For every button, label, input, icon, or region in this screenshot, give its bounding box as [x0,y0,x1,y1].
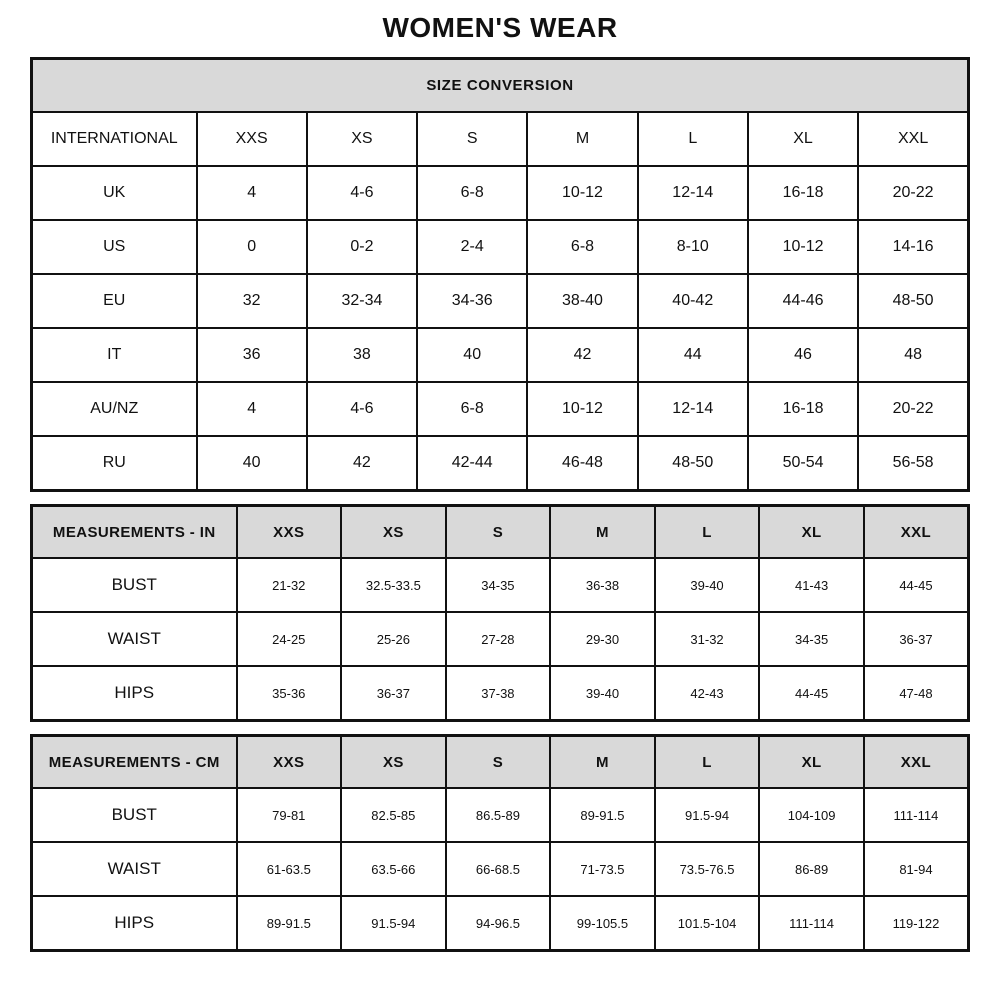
cell-au-nz-4: 12-14 [638,382,748,436]
cell-hips-5: 44-45 [759,666,864,721]
size-conversion-table [30,57,970,492]
measurements_cm-row-waist [32,842,969,896]
row-label-waist: WAIST [32,612,237,666]
measurements_in-row-bust [32,558,969,612]
cell-ru-3: 46-48 [527,436,637,491]
cell-it-0: 36 [197,328,307,382]
cell-waist-5: 86-89 [759,842,864,896]
cell-bust-2: 34-35 [446,558,551,612]
size_conversion-row-international [32,112,969,166]
cell-international-2: S [417,112,527,166]
cell-au-nz-6: 20-22 [858,382,968,436]
cell-it-1: 38 [307,328,417,382]
column-header-xxs: XXS [237,506,342,559]
cell-international-3: M [527,112,637,166]
cell-international-0: XXS [197,112,307,166]
cell-uk-6: 20-22 [858,166,968,220]
column-header-xxl: XXL [864,506,969,559]
cell-waist-1: 25-26 [341,612,446,666]
cell-waist-6: 36-37 [864,612,969,666]
cell-waist-5: 34-35 [759,612,864,666]
cell-us-6: 14-16 [858,220,968,274]
cell-hips-0: 89-91.5 [237,896,342,951]
measurements-in-table [30,504,970,722]
measurements_cm-row-hips [32,896,969,951]
row-label-hips: HIPS [32,666,237,721]
size_conversion-banner-row [32,59,969,113]
cell-ru-6: 56-58 [858,436,968,491]
cell-ru-0: 40 [197,436,307,491]
cell-hips-3: 99-105.5 [550,896,655,951]
size_conversion-row-uk [32,166,969,220]
cell-waist-4: 31-32 [655,612,760,666]
cell-waist-1: 63.5-66 [341,842,446,896]
cell-au-nz-5: 16-18 [748,382,858,436]
cell-waist-6: 81-94 [864,842,969,896]
measurements_cm-header-row [32,736,969,789]
cell-uk-0: 4 [197,166,307,220]
cell-waist-2: 27-28 [446,612,551,666]
measurements_in-header-row [32,506,969,559]
size_conversion-row-ru [32,436,969,491]
cell-hips-4: 42-43 [655,666,760,721]
cell-eu-5: 44-46 [748,274,858,328]
cell-us-1: 0-2 [307,220,417,274]
cell-uk-1: 4-6 [307,166,417,220]
row-label-us: US [32,220,197,274]
cell-bust-6: 111-114 [864,788,969,842]
row-label-ru: RU [32,436,197,491]
cell-waist-3: 71-73.5 [550,842,655,896]
cell-bust-0: 21-32 [237,558,342,612]
row-label-hips: HIPS [32,896,237,951]
cell-ru-1: 42 [307,436,417,491]
measurements_in-title: MEASUREMENTS - IN [32,506,237,559]
measurements-cm-table [30,734,970,952]
cell-ru-2: 42-44 [417,436,527,491]
cell-waist-0: 61-63.5 [237,842,342,896]
column-header-xs: XS [341,506,446,559]
row-label-eu: EU [32,274,197,328]
column-header-l: L [655,736,760,789]
row-label-bust: BUST [32,558,237,612]
cell-hips-6: 47-48 [864,666,969,721]
size-chart-page [30,0,970,952]
cell-international-1: XS [307,112,417,166]
cell-bust-1: 32.5-33.5 [341,558,446,612]
cell-bust-3: 89-91.5 [550,788,655,842]
cell-bust-5: 104-109 [759,788,864,842]
row-label-international: INTERNATIONAL [32,112,197,166]
row-label-bust: BUST [32,788,237,842]
row-label-au-nz: AU/NZ [32,382,197,436]
cell-eu-3: 38-40 [527,274,637,328]
cell-eu-0: 32 [197,274,307,328]
column-header-s: S [446,506,551,559]
size_conversion-row-au-nz [32,382,969,436]
cell-waist-2: 66-68.5 [446,842,551,896]
column-header-xl: XL [759,736,864,789]
cell-us-4: 8-10 [638,220,748,274]
cell-hips-1: 36-37 [341,666,446,721]
cell-hips-3: 39-40 [550,666,655,721]
cell-us-0: 0 [197,220,307,274]
cell-hips-2: 37-38 [446,666,551,721]
size_conversion-row-eu [32,274,969,328]
cell-it-3: 42 [527,328,637,382]
cell-waist-0: 24-25 [237,612,342,666]
cell-waist-4: 73.5-76.5 [655,842,760,896]
cell-hips-1: 91.5-94 [341,896,446,951]
measurements_cm-title: MEASUREMENTS - CM [32,736,237,789]
cell-hips-5: 111-114 [759,896,864,951]
cell-au-nz-2: 6-8 [417,382,527,436]
column-header-xxs: XXS [237,736,342,789]
cell-eu-2: 34-36 [417,274,527,328]
cell-eu-1: 32-34 [307,274,417,328]
cell-uk-3: 10-12 [527,166,637,220]
cell-au-nz-0: 4 [197,382,307,436]
column-header-m: M [550,506,655,559]
row-label-waist: WAIST [32,842,237,896]
row-label-it: IT [32,328,197,382]
column-header-xs: XS [341,736,446,789]
size_conversion-row-us [32,220,969,274]
size_conversion-title: SIZE CONVERSION [32,59,969,113]
cell-international-5: XL [748,112,858,166]
row-label-uk: UK [32,166,197,220]
cell-au-nz-1: 4-6 [307,382,417,436]
cell-ru-4: 48-50 [638,436,748,491]
cell-us-2: 2-4 [417,220,527,274]
cell-bust-2: 86.5-89 [446,788,551,842]
cell-bust-4: 39-40 [655,558,760,612]
cell-hips-4: 101.5-104 [655,896,760,951]
cell-hips-6: 119-122 [864,896,969,951]
cell-international-6: XXL [858,112,968,166]
column-header-xxl: XXL [864,736,969,789]
column-header-xl: XL [759,506,864,559]
cell-uk-2: 6-8 [417,166,527,220]
cell-uk-4: 12-14 [638,166,748,220]
cell-uk-5: 16-18 [748,166,858,220]
cell-it-5: 46 [748,328,858,382]
cell-ru-5: 50-54 [748,436,858,491]
cell-hips-0: 35-36 [237,666,342,721]
cell-bust-6: 44-45 [864,558,969,612]
cell-bust-3: 36-38 [550,558,655,612]
column-header-m: M [550,736,655,789]
column-header-s: S [446,736,551,789]
cell-bust-1: 82.5-85 [341,788,446,842]
measurements_in-row-hips [32,666,969,721]
cell-us-3: 6-8 [527,220,637,274]
page-title: WOMEN'S WEAR [382,12,618,43]
measurements_in-row-waist [32,612,969,666]
measurements_cm-row-bust [32,788,969,842]
cell-international-4: L [638,112,748,166]
column-header-l: L [655,506,760,559]
size_conversion-row-it [32,328,969,382]
cell-eu-6: 48-50 [858,274,968,328]
cell-hips-2: 94-96.5 [446,896,551,951]
cell-bust-0: 79-81 [237,788,342,842]
cell-au-nz-3: 10-12 [527,382,637,436]
cell-it-2: 40 [417,328,527,382]
cell-it-6: 48 [858,328,968,382]
cell-eu-4: 40-42 [638,274,748,328]
cell-waist-3: 29-30 [550,612,655,666]
cell-bust-5: 41-43 [759,558,864,612]
cell-us-5: 10-12 [748,220,858,274]
cell-it-4: 44 [638,328,748,382]
cell-bust-4: 91.5-94 [655,788,760,842]
